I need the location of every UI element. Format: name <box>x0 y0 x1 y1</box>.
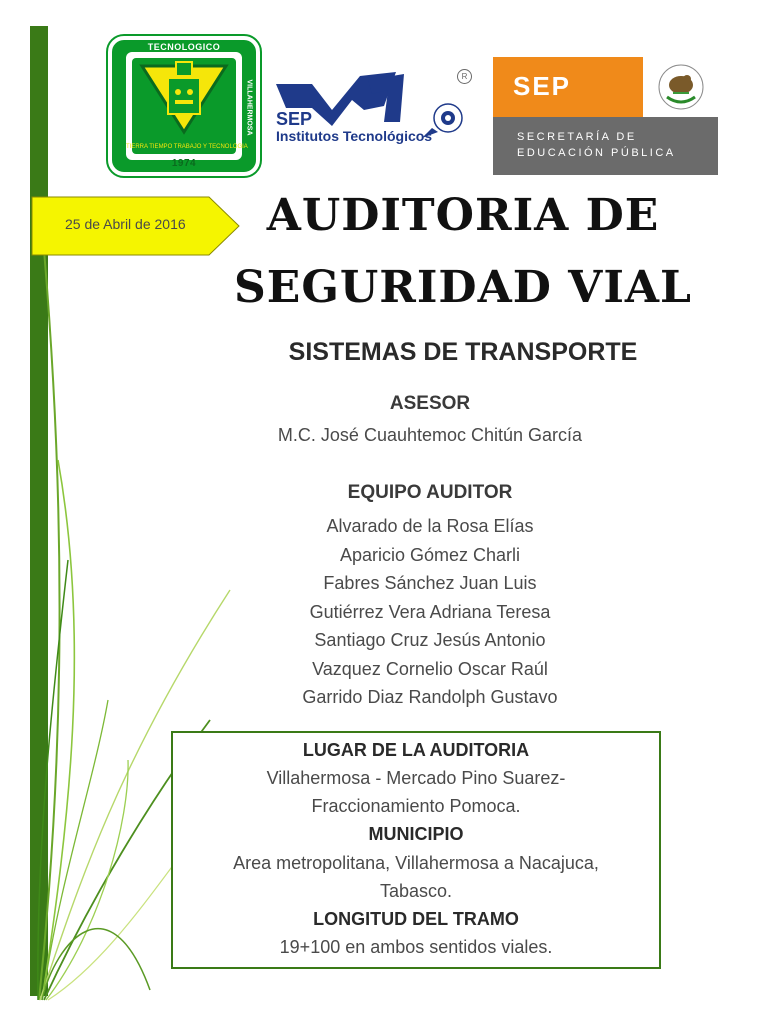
eagle-emblem-icon <box>643 57 718 117</box>
audit-info-box <box>171 731 661 969</box>
sep-it-acronym: SEP <box>276 109 313 129</box>
list-item: Garrido Diaz Randolph Gustavo <box>302 687 558 707</box>
longitud-value: 19+100 en ambos sentidos viales. <box>279 937 553 957</box>
sep-orange-block <box>493 57 643 117</box>
longitud-heading: LONGITUD DEL TRAMO <box>313 909 519 929</box>
list-item: Gutiérrez Vera Adriana Teresa <box>309 601 551 622</box>
lugar-heading: LUGAR DE LA AUDITORIA <box>302 740 530 760</box>
list-item: Fabres Sánchez Juan Luis <box>323 573 537 593</box>
document-date: 25 de Abril de 2016 <box>65 216 186 232</box>
sep-coat-of-arms <box>643 57 718 117</box>
itv-left-text: INSTITUTO <box>96 51 104 89</box>
sep-institutos-logo <box>272 66 478 162</box>
sep-gray-block <box>493 117 718 175</box>
subtitle: SISTEMAS DE TRANSPORTE <box>288 338 638 366</box>
sep-logo <box>493 57 718 175</box>
municipio-line1: Area metropolitana, Villahermosa a Nacajuca, <box>233 853 599 873</box>
itv-motto: TIERRA TIEMPO TRABAJO Y TECNOLOGIA <box>126 144 248 150</box>
asesor-name: M.C. José Cuauhtemoc Chitún García <box>277 425 583 445</box>
itv-top-text: TECNOLOGICO <box>147 42 221 52</box>
registered-mark: R <box>457 69 472 84</box>
sep-it-name: Institutos Tecnológicos <box>276 128 433 144</box>
title-line2: SEGURIDAD VIAL <box>234 262 692 313</box>
list-item: Santiago Cruz Jesús Antonio <box>314 630 546 650</box>
title-line1: AUDITORIA DE <box>266 190 660 241</box>
asesor-heading: ASESOR <box>389 393 471 414</box>
list-item: Vazquez Cornelio Oscar Raúl <box>312 658 548 679</box>
sep-line1: SECRETARÍA DE <box>517 131 637 143</box>
equipo-members-list <box>150 512 710 712</box>
sep-acronym: SEP <box>513 71 572 101</box>
lugar-line2: Fraccionamiento Pomoca. <box>311 796 521 816</box>
itv-logo <box>96 36 260 176</box>
sep-line2: EDUCACIÓN PÚBLICA <box>517 147 676 159</box>
municipio-heading: MUNICIPIO <box>368 824 464 844</box>
municipio-line2: Tabasco. <box>379 881 453 901</box>
left-accent-bar <box>30 26 48 996</box>
list-item: Aparicio Gómez Charli <box>339 544 521 565</box>
list-item: Alvarado de la Rosa Elías <box>326 516 534 536</box>
equipo-heading: EQUIPO AUDITOR <box>347 482 513 503</box>
itv-right-text: VILLAHERMOSA <box>245 79 253 136</box>
lugar-line1: Villahermosa - Mercado Pino Suarez- <box>266 768 566 788</box>
itv-year: 1974 <box>171 158 197 169</box>
